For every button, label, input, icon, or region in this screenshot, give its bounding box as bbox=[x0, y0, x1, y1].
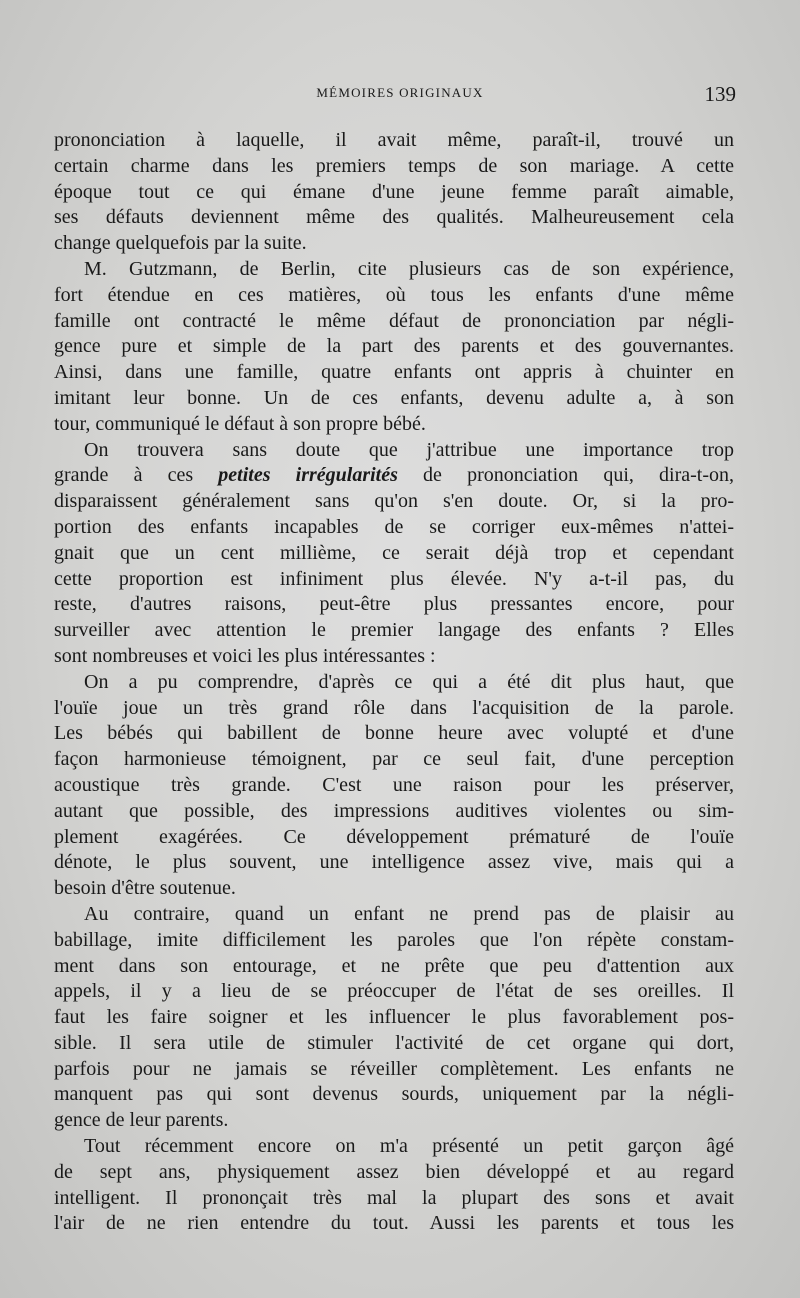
text-line: famille ont contracté le même défaut de prononciation par négli- bbox=[54, 309, 734, 332]
text-segment: de prononciation qui, dira-t-on, bbox=[397, 464, 734, 487]
text-line: époque tout ce qui émane d'une jeune femme paraît aimable, bbox=[54, 180, 734, 203]
text-line: Ainsi, dans une famille, quatre enfants ont appris à chuinter en bbox=[54, 361, 734, 384]
text-line: dénote, le plus souvent, une intelligence assez vive, mais qui a bbox=[54, 851, 734, 874]
page-number: 139 bbox=[704, 82, 736, 106]
text-line: Au contraire, quand un enfant ne prend pas de plaisir au bbox=[84, 902, 734, 925]
running-head: MÉMOIRES ORIGINAUX bbox=[316, 85, 484, 100]
text-line: de sept ans, physiquement assez bien développé et au regard bbox=[54, 1160, 734, 1183]
text-line: On a pu comprendre, d'après ce qui a été dit plus haut, que bbox=[84, 670, 734, 693]
text-line: fort étendue en ces matières, où tous les enfants d'une même bbox=[54, 283, 734, 306]
text-line: Tout récemment encore on m'a présenté un petit garçon âgé bbox=[84, 1135, 734, 1158]
text-line: manquent pas qui sont devenus sourds, uniquement par la négli- bbox=[54, 1083, 734, 1106]
text-line: plement exagérées. Ce développement prématuré de l'ouïe bbox=[54, 825, 734, 848]
text-line: certain charme dans les premiers temps de son mariage. A cette bbox=[54, 154, 734, 177]
text-line: sont nombreuses et voici les plus intéressantes : bbox=[54, 644, 436, 667]
text-line: babillage, imite difficilement les paroles que l'on répète constam- bbox=[54, 928, 734, 951]
text-line: surveiller avec attention le premier langage des enfants ? Elles bbox=[54, 619, 734, 642]
text-line: gence de leur parents. bbox=[54, 1109, 229, 1132]
text-line: prononciation à laquelle, il avait même, paraît-il, trouvé un bbox=[54, 129, 734, 151]
text-line: M. Gutzmann, de Berlin, cite plusieurs cas de son expérience, bbox=[84, 257, 734, 280]
text-line: reste, d'autres raisons, peut-être plus pressantes encore, pour bbox=[54, 593, 734, 616]
text-line: ment dans son entourage, et ne prête que peu d'attention aux bbox=[54, 954, 734, 977]
text-line: sible. Il sera utile de stimuler l'activité de cet organe qui dort, bbox=[54, 1031, 734, 1054]
text-line: l'ouïe joue un très grand rôle dans l'acquisition de la parole. bbox=[54, 696, 734, 719]
text-segment: grande à ces bbox=[54, 464, 219, 487]
text-line: cette proportion est infiniment plus élevée. N'y a-t-il pas, du bbox=[54, 567, 734, 590]
text-line: acoustique très grande. C'est une raison pour les préserver, bbox=[54, 773, 734, 796]
text-line: On trouvera sans doute que j'attribue une importance trop bbox=[84, 438, 734, 461]
text-line: tour, communiqué le défaut à son propre bébé. bbox=[54, 412, 426, 435]
body-text bbox=[54, 128, 734, 1237]
text-line: imitant leur bonne. Un de ces enfants, devenu adulte a, à son bbox=[54, 386, 734, 409]
text-line: autant que possible, des impressions auditives violentes ou sim- bbox=[54, 799, 734, 822]
text-line: parfois pour ne jamais se réveiller complètement. Les enfants ne bbox=[54, 1057, 734, 1080]
text-line: appels, il y a lieu de se préoccuper de l'état de ses oreilles. Il bbox=[54, 980, 734, 1003]
text-line: gence pure et simple de la part des parents et des gouvernantes. bbox=[54, 335, 734, 358]
text-line: ses défauts deviennent même des qualités. Malheureusement cela bbox=[54, 206, 734, 229]
page-header bbox=[0, 82, 800, 106]
text-line-emphasis bbox=[54, 463, 734, 489]
text-line: portion des enfants incapables de se corriger eux-mêmes n'attei- bbox=[54, 515, 734, 538]
text-line: intelligent. Il prononçait très mal la plupart des sons et avait bbox=[54, 1186, 734, 1209]
text-line: Les bébés qui babillent de bonne heure avec volupté et d'une bbox=[54, 722, 734, 745]
text-line: besoin d'être soutenue. bbox=[54, 877, 236, 900]
emphasized-text: petites irrégularités bbox=[218, 464, 398, 487]
text-line: disparaissent généralement sans qu'on s'en doute. Or, si la pro- bbox=[54, 490, 734, 513]
text-line: gnait que un cent millième, ce serait déjà trop et cependant bbox=[54, 541, 734, 564]
text-line: faut les faire soigner et les influencer le plus favorablement pos- bbox=[54, 1006, 734, 1029]
text-line: change quelquefois par la suite. bbox=[54, 232, 307, 255]
text-line: l'air de ne rien entendre du tout. Aussi les parents et tous les bbox=[54, 1212, 734, 1235]
text-line: façon harmonieuse témoignent, par ce seul fait, d'une perception bbox=[54, 748, 734, 771]
